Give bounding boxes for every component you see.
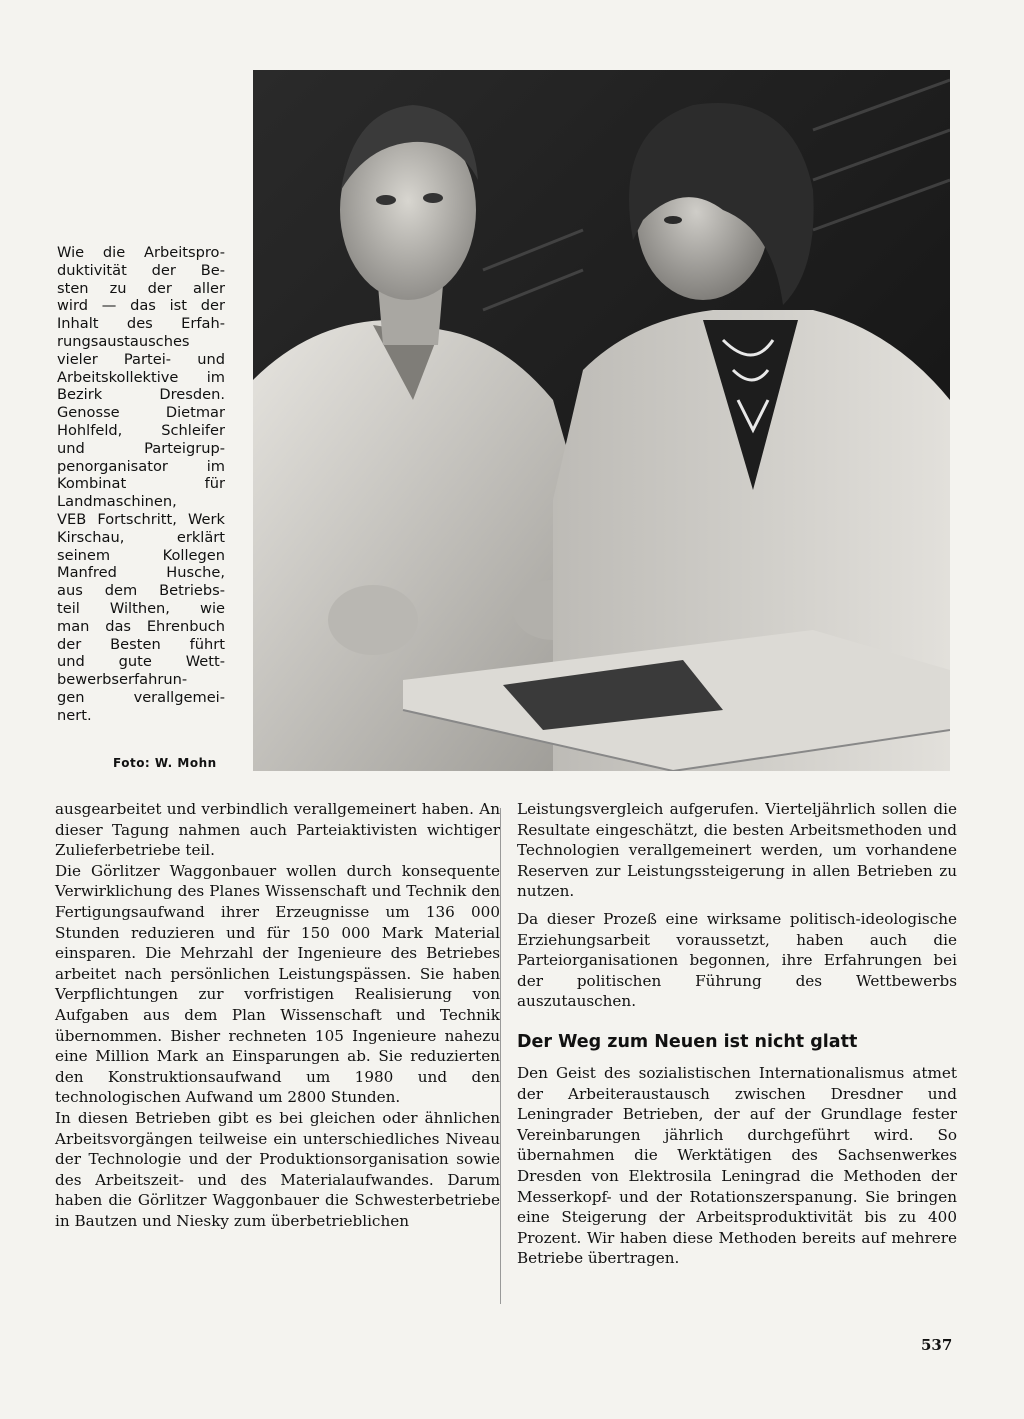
caption-line: und gute Wett- <box>57 653 225 671</box>
caption-line: man das Ehrenbuch <box>57 617 225 635</box>
paragraph: Die Görlitzer Waggonbauer wollen durch konsequente Verwirklichung des Planes Wissenschaft und Technik den Fertigungsaufwand ihrer Erzeugnisse um 136 000 Stunden reduzieren und für 150 000 Mark Material einsparen. Die Mehrzahl der Ingenieure des Betriebes arbeitet nach persönlichen Leistungspässen. Sie haben Verpflichtungen zur vorfristigen Realisierung von Aufgaben aus dem Plan Wissenschaft und Technik übernommen. Bisher rechneten 105 Ingenieure nahezu eine Million Mark an Einsparungen ab. Sie reduzierten den Konstruktionsaufwand um 1980 und den technologischen Aufwand um 2800 Stunden. <box>55 861 500 1107</box>
caption-line: Arbeitskollektive im <box>57 368 225 386</box>
photo-illustration <box>253 70 950 771</box>
caption-line: penorganisator im <box>57 457 225 475</box>
caption-line: Kirschau, erklärt <box>57 528 225 546</box>
caption-line: gen verallgemei- <box>57 688 225 706</box>
caption-line: nert. <box>57 706 92 724</box>
caption-line: vieler Partei- und <box>57 350 225 368</box>
right-column <box>517 799 957 1269</box>
caption-line: wird — das ist der <box>57 297 225 315</box>
caption-line: Wie die Arbeitspro- <box>57 244 225 261</box>
caption-line: Bezirk Dresden. <box>57 386 225 404</box>
photo-caption <box>57 244 225 725</box>
caption-line: seinem Kollegen <box>57 546 225 564</box>
caption-line: bewerbserfahrun- <box>57 671 188 689</box>
caption-line: duktivität der Be- <box>57 261 225 279</box>
column-divider <box>500 808 501 1304</box>
caption-line: rungsaustausches <box>57 332 190 350</box>
caption-line: sten zu der aller <box>57 279 225 297</box>
caption-line: teil Wilthen, wie <box>57 599 225 617</box>
caption-line: Manfred Husche, <box>57 564 225 582</box>
caption-line: und Parteigrup- <box>57 439 225 457</box>
caption-line: Genosse Dietmar <box>57 404 225 422</box>
caption-line: aus dem Betriebs- <box>57 582 225 600</box>
photo-credit: Foto: W. Mohn <box>113 756 217 770</box>
page-number: 537 <box>921 1336 953 1354</box>
left-column <box>55 799 500 1231</box>
caption-line: Landmaschinen, <box>57 493 177 511</box>
caption-line: Inhalt des Erfah- <box>57 315 225 333</box>
paragraph: Da dieser Prozeß eine wirksame politisch-ideologische Erziehungsarbeit voraussetzt, haben auch die Parteiorganisationen begonnen, ihre Erfahrungen bei der politischen Führung des Wettbewerbs auszutauschen. <box>517 909 957 1011</box>
caption-line: VEB Fortschritt, Werk <box>57 510 225 528</box>
section-heading: Der Weg zum Neuen ist nicht glatt <box>517 1031 858 1052</box>
photo <box>253 70 950 771</box>
paragraph: In diesen Betrieben gibt es bei gleichen oder ähnlichen Arbeitsvorgängen teilweise ein unterschiedliches Niveau der Technologie und der Produktionsorganisation sowie des Arbeitszeit- und des Materialaufwandes. Darum haben die Görlitzer Waggonbauer die Schwesterbetriebe in Bautzen und Niesky zum überbetrieblichen <box>55 1108 500 1230</box>
caption-line: Hohlfeld, Schleifer <box>57 421 225 439</box>
paragraph: Den Geist des sozialistischen Internationalismus atmet der Arbeiteraustausch zwischen Dresdner und Leningrader Betrieben, der auf der Grundlage fester Vereinbarungen jährlich durchgeführt wird. So übernahmen die Werktätigen des Sachsenwerkes Dresden von Elektrosila Leningrad die Methoden der Messerkopf- und der Rotationszerspanung. Sie bringen eine Steigerung der Arbeitsproduktivität bis zu 400 Prozent. Wir haben diese Methoden bereits auf mehrere Betriebe übertragen. <box>517 1063 957 1268</box>
paragraph: Leistungsvergleich aufgerufen. Vierteljährlich sollen die Resultate eingeschätzt, die besten Arbeitsmethoden und Technologien verallgemeinert werden, um vorhandene Reserven zur Leistungssteigerung in allen Betrieben zu nutzen. <box>517 800 957 901</box>
caption-line: der Besten führt <box>57 635 225 653</box>
caption-line: Kombinat für <box>57 475 225 493</box>
paragraph: ausgearbeitet und verbindlich verallgemeinert haben. An dieser Tagung nahmen auch Parteiaktivisten wichtiger Zulieferbetriebe teil. <box>55 800 500 860</box>
